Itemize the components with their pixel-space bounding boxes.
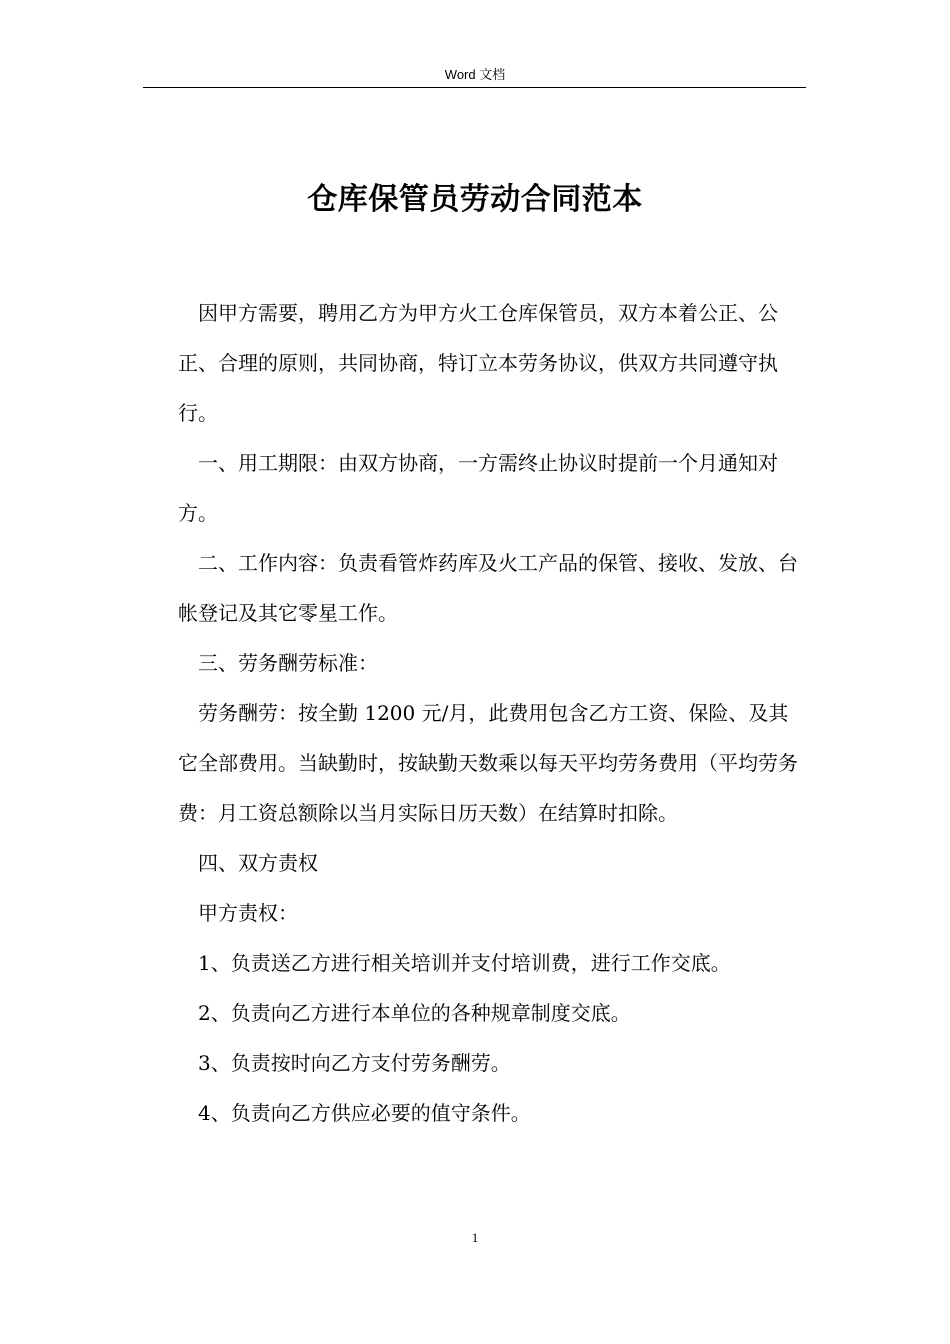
list-item: 1、负责送乙方进行相关培训并支付培训费，进行工作交底。 xyxy=(198,951,731,975)
list-item: 3、负责按时向乙方支付劳务酬劳。 xyxy=(198,1051,511,1075)
header-divider xyxy=(143,87,806,88)
paragraph-term: 一、用工期限：由双方协商，一方需终止协议时提前一个月通知对方。 xyxy=(178,451,778,525)
page-number: 1 xyxy=(471,1230,479,1245)
list-item: 2、负责向乙方进行本单位的各种规章制度交底。 xyxy=(198,1001,631,1025)
paragraph-pay-standard-heading: 三、劳务酬劳标准： xyxy=(198,651,378,675)
document-body xyxy=(178,288,806,1138)
page-header-label: Word 文档 xyxy=(444,67,506,82)
paragraph-rights-heading: 四、双方责权 xyxy=(198,851,318,875)
paragraph-intro: 因甲方需要，聘用乙方为甲方火工仓库保管员，双方本着公正、公正、合理的原则，共同协商，特订立本劳务协议，供双方共同遵守执行。 xyxy=(178,301,778,425)
list-item: 4、负责向乙方供应必要的值守条件。 xyxy=(198,1101,531,1125)
document-title: 仓库保管员劳动合同范本 xyxy=(307,182,643,218)
paragraph-party-a-heading: 甲方责权： xyxy=(198,901,298,925)
paragraph-work-content: 二、工作内容：负责看管炸药库及火工产品的保管、接收、发放、台帐登记及其它零星工作。 xyxy=(178,551,798,625)
paragraph-pay-details: 劳务酬劳：按全勤 1200 元/月，此费用包含乙方工资、保险、及其它全部费用。当缺勤时，按缺勤天数乘以每天平均劳务费用（平均劳务费：月工资总额除以当月实际日历天数）在结算时扣除。 xyxy=(178,701,798,825)
